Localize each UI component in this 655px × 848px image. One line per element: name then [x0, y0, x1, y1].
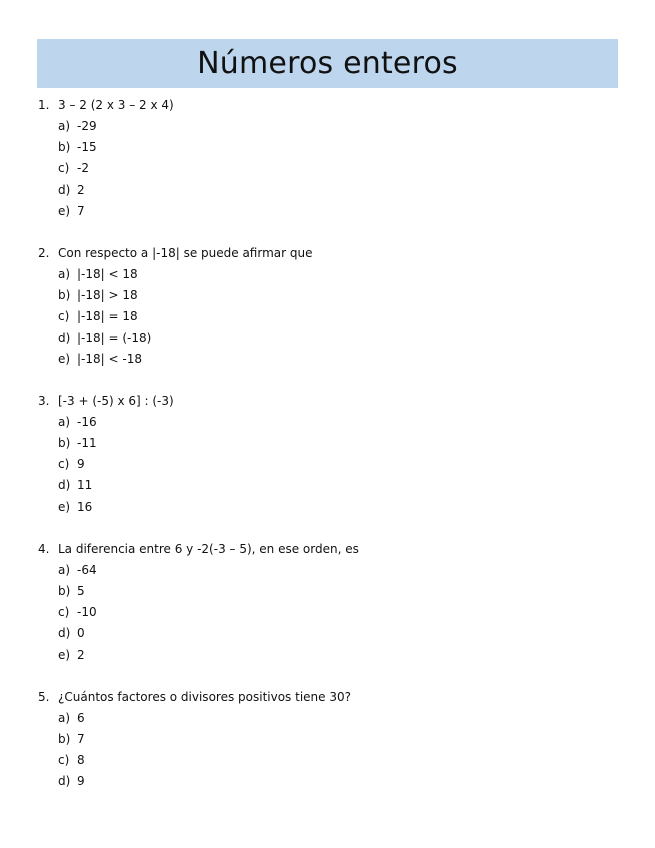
question-stem [38, 95, 618, 116]
question-text: [-3 + (-5) x 6] : (-3) [58, 393, 174, 408]
option-letter: d) [58, 330, 71, 345]
option-b [38, 285, 618, 306]
option-text: -64 [77, 562, 97, 577]
option-text: -15 [77, 140, 97, 155]
option-list [38, 708, 618, 793]
option-c [38, 454, 618, 475]
option-list [38, 264, 618, 370]
question-3 [38, 391, 618, 518]
option-e [38, 497, 618, 518]
question-4 [38, 539, 618, 666]
option-text: -11 [77, 436, 97, 451]
option-a [38, 708, 618, 729]
option-text: 16 [77, 499, 93, 514]
option-letter: a) [58, 266, 71, 281]
question-5 [38, 687, 618, 793]
option-letter: e) [58, 499, 71, 514]
option-text: 6 [77, 710, 85, 725]
title-banner [37, 39, 618, 88]
option-b [38, 581, 618, 602]
option-text: 8 [77, 753, 85, 768]
option-letter: e) [58, 647, 71, 662]
question-stem [38, 687, 618, 708]
question-number: 3. [38, 393, 50, 408]
option-letter: b) [58, 436, 71, 451]
option-text: |-18| = (-18) [77, 330, 152, 345]
option-letter: b) [58, 731, 71, 746]
option-letter: c) [58, 457, 70, 472]
option-c [38, 158, 618, 179]
option-a [38, 116, 618, 137]
option-e [38, 201, 618, 222]
question-text: ¿Cuántos factores o divisores positivos tiene 30? [58, 689, 351, 704]
option-letter: c) [58, 161, 70, 176]
option-text: 2 [77, 182, 85, 197]
option-letter: c) [58, 309, 70, 324]
option-text: 9 [77, 774, 85, 789]
question-number: 1. [38, 98, 50, 112]
option-letter: a) [58, 710, 71, 725]
option-text: 0 [77, 626, 85, 641]
question-text: 3 – 2 (2 x 3 – 2 x 4) [58, 98, 174, 112]
question-number: 4. [38, 541, 50, 556]
option-b [38, 137, 618, 158]
option-text: -16 [77, 414, 97, 429]
question-1 [38, 95, 618, 222]
option-letter: d) [58, 182, 71, 197]
option-d [38, 180, 618, 201]
option-letter: a) [58, 562, 71, 577]
option-b [38, 433, 618, 454]
option-letter: a) [58, 119, 71, 133]
option-letter: d) [58, 626, 71, 641]
option-letter: d) [58, 774, 71, 789]
question-stem [38, 391, 618, 412]
question-list [38, 95, 618, 814]
option-b [38, 729, 618, 750]
question-stem [38, 539, 618, 560]
option-text: |-18| = 18 [77, 309, 138, 324]
option-c [38, 306, 618, 327]
option-text: 7 [77, 731, 85, 746]
option-text: 7 [77, 203, 85, 218]
question-2 [38, 243, 618, 370]
option-a [38, 560, 618, 581]
option-letter: b) [58, 140, 71, 155]
option-text: 11 [77, 478, 93, 493]
option-text: |-18| > 18 [77, 288, 138, 303]
option-a [38, 264, 618, 285]
option-text: 9 [77, 457, 85, 472]
option-d [38, 475, 618, 496]
option-c [38, 750, 618, 771]
option-e [38, 645, 618, 666]
option-letter: a) [58, 414, 71, 429]
question-text: La diferencia entre 6 y -2(-3 – 5), en ese orden, es [58, 541, 359, 556]
option-text: |-18| < -18 [77, 351, 142, 366]
option-letter: b) [58, 288, 71, 303]
option-c [38, 602, 618, 623]
option-letter: c) [58, 605, 70, 620]
option-letter: e) [58, 203, 71, 218]
question-number: 5. [38, 689, 50, 704]
option-letter: d) [58, 478, 71, 493]
option-list [38, 116, 618, 222]
option-text: -29 [77, 119, 97, 133]
question-number: 2. [38, 245, 50, 260]
question-text: Con respecto a |-18| se puede afirmar que [58, 245, 313, 260]
option-letter: b) [58, 584, 71, 598]
page-title: Números enteros [197, 46, 458, 81]
option-d [38, 771, 618, 792]
option-letter: c) [58, 753, 70, 768]
option-text: 5 [77, 584, 85, 598]
option-list [38, 412, 618, 518]
option-d [38, 328, 618, 349]
option-text: -10 [77, 605, 97, 620]
option-text: 2 [77, 647, 85, 662]
option-a [38, 412, 618, 433]
option-text: |-18| < 18 [77, 266, 138, 281]
option-letter: e) [58, 351, 71, 366]
option-list [38, 560, 618, 666]
option-d [38, 623, 618, 644]
option-text: -2 [77, 161, 89, 176]
question-stem [38, 243, 618, 264]
option-e [38, 349, 618, 370]
